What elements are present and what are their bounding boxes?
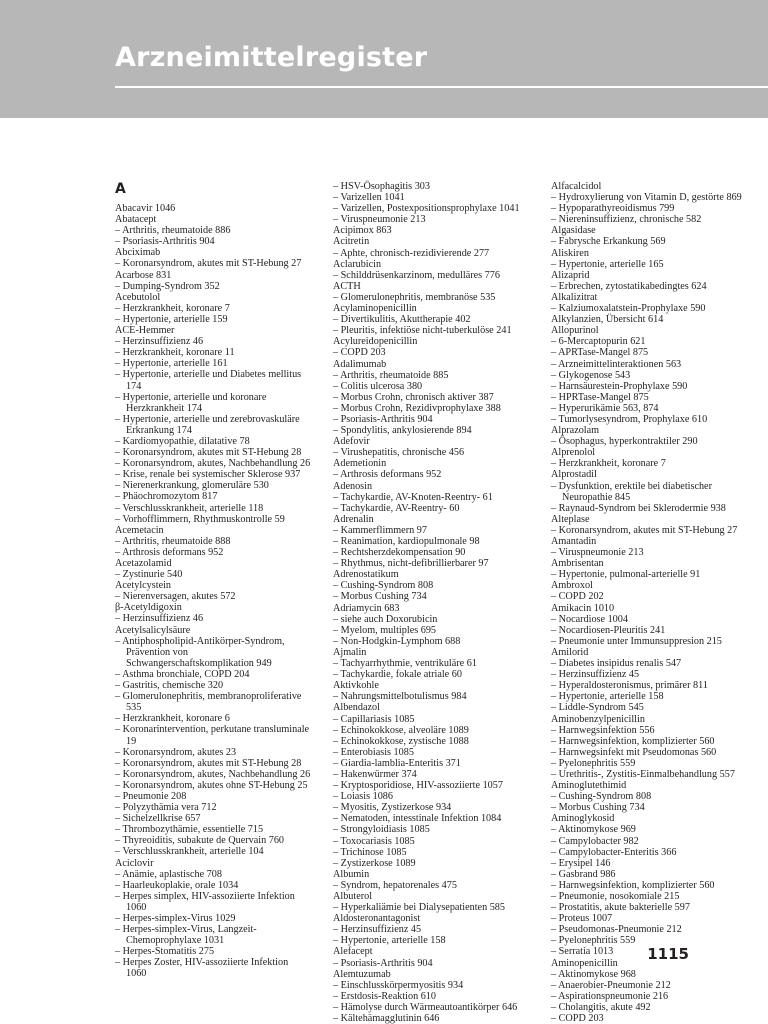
- page-number: 1115: [647, 945, 689, 963]
- index-subentry: – Polyzythämia vera 712: [115, 802, 217, 814]
- index-subentry: – Gasbrand 986: [551, 868, 616, 880]
- index-entry: Aminoglutethimid: [551, 780, 627, 792]
- index-subentry: – Colitis ulcerosa 380: [333, 380, 423, 392]
- index-entry: Amilorid: [551, 646, 589, 658]
- index-subentry: – Tachykardie, fokale atriale 60: [333, 669, 462, 681]
- index-subentry: – Verschlusskrankheit, arterielle 118: [115, 502, 264, 514]
- index-subentry: – Gastritis, chemische 320: [115, 680, 224, 692]
- index-entry: β-Acetyldigoxin: [115, 602, 182, 614]
- index-subentry: – Syndrom, hepatorenales 475: [333, 879, 457, 891]
- index-subentry: – Hypertonie, arterielle 158: [551, 691, 664, 703]
- index-subentry: – Koronarintervention, perkutane transluminale 19: [115, 724, 310, 747]
- index-subentry: – Nematoden, intesstinale Infektion 1084: [333, 813, 502, 825]
- index-subentry: – COPD 202: [551, 591, 604, 603]
- index-subentry: – Myositis, Zystizerkose 934: [333, 802, 452, 814]
- index-subentry: – Hyperkaliämie bei Dialysepatienten 585: [333, 902, 505, 914]
- index-subentry: – Hypertonie, arterielle 161: [115, 358, 228, 370]
- index-entry: Abatacept: [115, 214, 157, 226]
- index-subentry: – Pleuritis, infektiöse nicht-tuberkulöse 241: [333, 325, 512, 337]
- index-subentry: – Myelom, multiples 695: [333, 624, 437, 636]
- index-subentry: – Morbus Crohn, Rezidivprophylaxe 388: [333, 402, 501, 414]
- index-subentry: – Liddle-Syndrom 545: [551, 702, 644, 714]
- index-entry: Alfacalcidol: [551, 181, 602, 192]
- index-entry: Abacavir 1046: [115, 203, 176, 214]
- index-subentry: – Psoriasis-Arthritis 904: [333, 957, 433, 969]
- index-entry: Alteplase: [551, 513, 590, 525]
- index-subentry: – Rhythmus, nicht-defibrillierbarer 97: [333, 558, 489, 570]
- index-subentry: – Herpes-Stomatitis 275: [115, 946, 215, 958]
- index-subentry: – Nierenversagen, akutes 572: [115, 591, 236, 603]
- index-entry: Adrenalin: [333, 513, 374, 525]
- index-subentry: – Harnwegsinfektion, komplizierter 560: [551, 879, 715, 891]
- index-subentry: – Enterobiasis 1085: [333, 746, 414, 758]
- index-entry: Aldosteronantagonist: [333, 913, 421, 925]
- index-subentry: – Pseudomonas-Pneumonie 212: [551, 924, 682, 936]
- index-subentry: – Schilddrüsenkarzinom, medulläres 776: [333, 269, 500, 281]
- index-entry: Aminoglykosid: [551, 813, 615, 825]
- index-entry: Albuterol: [333, 891, 373, 902]
- index-subentry: – Non-Hodgkin-Lymphom 688: [333, 635, 461, 647]
- index-subentry: – Hydroxylierung von Vitamin D, gestörte 869: [551, 192, 742, 204]
- index-subentry: – Pyelonephritis 559: [551, 935, 636, 947]
- page-header: [0, 0, 768, 118]
- index-subentry: – Nocardiosen-Pleuritis 241: [551, 624, 666, 636]
- index-subentry: – Herzinsuffizienz 46: [115, 336, 204, 348]
- index-subentry: – Trichinose 1085: [333, 846, 407, 858]
- index-subentry: – Haarleukoplakie, orale 1034: [115, 879, 239, 891]
- index-subentry: – Asthma bronchiale, COPD 204: [115, 668, 250, 680]
- index-entry: Acebutolol: [115, 291, 161, 303]
- index-subentry: – Kammerflimmern 97: [333, 524, 427, 536]
- index-subentry: – Pneumonie, nosokomiale 215: [551, 891, 680, 902]
- index-entry: Adriamycin 683: [333, 602, 400, 614]
- index-subentry: – Hypertonie, arterielle 159: [115, 313, 228, 325]
- index-subentry: – Kardiomyopathie, dilatative 78: [115, 435, 250, 447]
- index-entry: Alkalizitrat: [551, 291, 598, 303]
- index-entry: Alprazolam: [551, 425, 600, 437]
- index-subentry: – Arzneimittelinteraktionen 563: [551, 358, 682, 370]
- index-subentry: – Koronarsyndrom, akutes mit ST-Hebung 28: [115, 447, 302, 459]
- index-subentry: – HSV-Ösophagitis 303: [333, 181, 430, 192]
- index-entry: Aliskiren: [551, 247, 589, 259]
- index-subentry: – Glykogenose 543: [551, 369, 631, 381]
- index-entry: Acarbose 831: [115, 269, 172, 281]
- index-subentry: – Harnsäurestein-Prophylaxe 590: [551, 380, 688, 392]
- index-entry: Acylaminopenicillin: [333, 303, 417, 315]
- index-entry: ACE-Hemmer: [115, 325, 175, 337]
- index-subentry: – Verschlusskrankheit, arterielle 104: [115, 846, 264, 858]
- index-subentry: – Hyperaldosteronismus, primärer 811: [551, 680, 708, 692]
- index-entry: Ademetionin: [333, 458, 387, 470]
- index-subentry: – Herzkrankheit, koronare 7: [115, 302, 230, 314]
- index-subentry: – Hypertonie, arterielle 165: [551, 258, 664, 270]
- index-entry: Amikacin 1010: [551, 602, 615, 614]
- index-subentry: – Anaerobier-Pneumonie 212: [551, 979, 671, 991]
- index-entry: Alefacept: [333, 946, 373, 958]
- index-entry: Alkylanzien, Übersicht 614: [551, 314, 664, 326]
- index-subentry: – Varizellen, Postexpositionsprophylaxe 1041: [333, 203, 520, 215]
- index-subentry: – Herzinsuffizienz 45: [551, 669, 640, 681]
- index-subentry: – Herpes Zoster, HIV-assoziierte Infektion 1060: [115, 957, 289, 980]
- index-subentry: – Herzkrankheit, koronare 7: [551, 458, 666, 470]
- index-subentry: – Vorhofflimmern, Rhythmuskontrolle 59: [115, 513, 285, 525]
- index-entry: Acetazolamid: [115, 558, 172, 569]
- index-subentry: – Koronarsyndrom, akutes, Nachbehandlung 26: [115, 458, 311, 470]
- index-subentry: – Thrombozythämie, essentielle 715: [115, 824, 264, 836]
- index-subentry: – Sichelzellkrise 657: [115, 813, 201, 825]
- index-column-3: [551, 181, 747, 1024]
- index-subentry: – Morbus Crohn, chronisch aktiver 387: [333, 391, 494, 403]
- index-subentry: – Hypertonie, pulmonal-arterielle 91: [551, 569, 701, 581]
- index-subentry: – APRTase-Mangel 875: [551, 347, 649, 359]
- index-subentry: – Aphte, chronisch-rezidivierende 277: [333, 247, 490, 259]
- index-subentry: – COPD 203: [551, 1013, 604, 1024]
- index-subentry: – siehe auch Doxorubicin: [333, 613, 438, 625]
- index-subentry: – Koronarsyndrom, akutes mit ST-Hebung 28: [115, 757, 302, 769]
- index-entry: Adrenostatikum: [333, 569, 399, 581]
- index-subentry: – Kältehämagglutinin 646: [333, 1013, 440, 1024]
- index-subentry: – Arthritis, rheumatoide 888: [115, 535, 231, 547]
- index-subentry: – Herpes-simplex-Virus 1029: [115, 913, 236, 924]
- index-subentry: – Psoriasis-Arthritis 904: [115, 236, 215, 248]
- index-subentry: – Cushing-Syndrom 808: [551, 791, 652, 803]
- index-subentry: – Proteus 1007: [551, 913, 613, 925]
- index-subentry: – Kalziumoxalatstein-Prophylaxe 590: [551, 303, 706, 315]
- index-subentry: – Erysipel 146: [551, 857, 611, 869]
- index-subentry: – Niereninsuffizienz, chronische 582: [551, 214, 702, 226]
- index-subentry: – Harnwegsinfektion 556: [551, 724, 655, 736]
- index-entry: Amantadin: [551, 536, 597, 547]
- index-entry: Ambroxol: [551, 580, 593, 592]
- index-subentry: – Hämolyse durch Wärmeautoantikörper 646: [333, 1001, 518, 1013]
- index-subentry: – Morbus Cushing 734: [551, 802, 645, 814]
- index-subentry: – Divertikulitis, Akuttherapie 402: [333, 314, 471, 326]
- index-subentry: – Dysfunktion, erektile bei diabetischer Neuropathie 845: [551, 480, 712, 503]
- index-subentry: – Hakenwürmer 374: [333, 768, 417, 780]
- index-subentry: – Zystizerkose 1089: [333, 857, 416, 869]
- index-entry: Acemetacin: [115, 524, 164, 536]
- index-entry: ACTH: [333, 280, 361, 292]
- index-entry: Algasidase: [551, 225, 596, 237]
- index-subentry: – Glomerulonephritis, membranöse 535: [333, 291, 496, 303]
- index-subentry: – Hypertonie, arterielle 158: [333, 935, 446, 947]
- index-entry: Acipimox 863: [333, 225, 392, 237]
- index-subentry: – Nocardiose 1004: [551, 613, 628, 625]
- index-subentry: – Pyelonephritis 559: [551, 757, 636, 769]
- index-subentry: – Raynaud-Syndrom bei Sklerodermie 938: [551, 502, 726, 514]
- index-subentry: – Varizellen 1041: [333, 192, 405, 204]
- index-subentry: – Capillariasis 1085: [333, 713, 415, 725]
- index-subentry: – Tachykardie, AV-Knoten-Reentry- 61: [333, 491, 493, 503]
- index-entry: Alprostadil: [551, 469, 597, 481]
- index-subentry: – Hypertonie, arterielle und koronare Herzkrankheit 174: [115, 391, 267, 414]
- index-subentry: – Herzkrankheit, koronare 11: [115, 347, 235, 359]
- index-entry: Aktivkohle: [333, 680, 379, 692]
- index-entry: Acetylcystein: [115, 580, 172, 592]
- index-subentry: – Koronarsyndrom, akutes mit ST-Hebung 27: [115, 258, 302, 270]
- index-subentry: – Giardia-lamblia-Enteritis 371: [333, 757, 461, 769]
- index-subentry: – Fabrysche Erkankung 569: [551, 236, 666, 248]
- index-subentry: – Harnwegsinfektion, komplizierter 560: [551, 735, 715, 747]
- index-entry: Aminobenzylpenicillin: [551, 713, 645, 725]
- index-subentry: – Antiphospholipid-Antikörper-Syndrom, Prävention von Schwangerschaftskomplikation 949: [115, 635, 285, 669]
- index-subentry: – Arthritis, rheumatoide 886: [115, 225, 231, 237]
- index-entry: Aminopenicillin: [551, 957, 618, 969]
- index-subentry: – Erstdosis-Reaktion 610: [333, 990, 436, 1002]
- index-entry: Acitretin: [333, 236, 370, 248]
- index-subentry: – Echinokokkose, alveoläre 1089: [333, 724, 469, 736]
- index-subentry: – 6-Mercaptopurin 621: [551, 336, 646, 348]
- index-subentry: – Echinokokkose, zystische 1088: [333, 735, 469, 747]
- index-subentry: – Arthrosis deformans 952: [115, 546, 224, 558]
- index-entry: Adalimumab: [333, 358, 387, 370]
- index-subentry: – Zystinurie 540: [115, 569, 183, 581]
- index-entry: Allopurinol: [551, 325, 599, 337]
- index-subentry: – Koronarsyndrom, akutes mit ST-Hebung 27: [551, 524, 738, 536]
- index-subentry: – Ösophagus, hyperkontraktiler 290: [551, 436, 698, 448]
- index-column-2: [333, 181, 529, 1024]
- index-subentry: – Glomerulonephritis, membranoproliferative 535: [115, 691, 302, 714]
- index-entry: Albendazol: [333, 702, 380, 714]
- index-subentry: – Hyperurikämie 563, 874: [551, 402, 659, 414]
- index-subentry: – Herzinsuffizienz 45: [333, 924, 422, 936]
- index-entry: Acylureidopenicillin: [333, 336, 418, 348]
- index-subentry: – Arthritis, rheumatoide 885: [333, 369, 449, 381]
- index-entry: Adefovir: [333, 436, 370, 448]
- index-subentry: – Viruspneumonie 213: [551, 547, 644, 559]
- page-title: Arzneimittelregister: [115, 42, 428, 73]
- index-entry: Alprenolol: [551, 447, 596, 459]
- index-subentry: – Krise, renale bei systemischer Sklerose 937: [115, 469, 301, 481]
- index-subentry: – Campylobacter-Enteritis 366: [551, 846, 677, 858]
- index-entry: Aciclovir: [115, 857, 154, 869]
- index-subentry: – HPRTase-Mangel 875: [551, 391, 649, 403]
- index-subentry: – Pneumonie 208: [115, 790, 187, 802]
- index-entry: Abciximab: [115, 247, 161, 259]
- index-subentry: – Spondylitis, ankylosierende 894: [333, 425, 472, 437]
- index-subentry: – Herzkrankheit, koronare 6: [115, 713, 230, 725]
- index-subentry: – Viruspneumonie 213: [333, 214, 426, 226]
- index-subentry: – Rechtsherzdekompensation 90: [333, 547, 466, 559]
- index-subentry: – Morbus Cushing 734: [333, 591, 427, 603]
- index-subentry: – Nahrungsmittelbotulismus 984: [333, 691, 467, 703]
- index-subentry: – Aktinomykose 969: [551, 824, 636, 836]
- index-subentry: – Harnwegsinfekt mit Pseudomonas 560: [551, 746, 717, 758]
- index-entry: Alemtuzumab: [333, 968, 391, 980]
- index-subentry: – Prostatitis, akute bakterielle 597: [551, 902, 690, 914]
- index-entry: Ambrisentan: [551, 558, 604, 570]
- index-subentry: – Hypertonie, arterielle und Diabetes mellitus 174: [115, 369, 302, 392]
- index-subentry: – Herzinsuffizienz 46: [115, 613, 204, 625]
- index-entry: Ajmalin: [333, 646, 367, 658]
- index-subentry: – Virushepatitis, chronische 456: [333, 447, 465, 459]
- index-subentry: – Campylobacter 982: [551, 835, 639, 847]
- index-subentry: – Tumorlysesyndrom, Prophylaxe 610: [551, 413, 708, 425]
- index-subentry: – Serratia 1013: [551, 946, 614, 958]
- index-subentry: – Tachykardie, AV-Reentry- 60: [333, 502, 460, 514]
- index-subentry: – Koronarsyndrom, akutes 23: [115, 746, 237, 758]
- index-entry: Acetylsalicylsäure: [115, 624, 191, 636]
- index-subentry: – Reanimation, kardiopulmonale 98: [333, 536, 480, 547]
- index-entry: Adenosin: [333, 480, 373, 492]
- index-subentry: – Diabetes insipidus renalis 547: [551, 658, 682, 670]
- index-entry: Aclarubicin: [333, 258, 382, 270]
- index-subentry: – Hypoparathyreoidismus 799: [551, 203, 675, 215]
- index-entry: Albumin: [333, 868, 370, 880]
- index-subentry: – Strongyloidiasis 1085: [333, 824, 430, 836]
- header-rule: [115, 86, 768, 88]
- index-subentry: – Erbrechen, zytostatikabedingtes 624: [551, 280, 707, 292]
- index-subentry: – Einschlusskörpermyositis 934: [333, 979, 464, 991]
- index-subentry: – Psoriasis-Arthritis 904: [333, 413, 433, 425]
- section-letter: A: [115, 181, 126, 197]
- index-subentry: – Herpes-simplex-Virus, Langzeit-Chemoprophylaxe 1031: [115, 924, 257, 947]
- index-subentry: – COPD 203: [333, 347, 386, 359]
- index-subentry: – Dumping-Syndrom 352: [115, 280, 220, 292]
- index-subentry: – Hypertonie, arterielle und zerebrovaskuläre Erkrankung 174: [115, 413, 300, 436]
- index-subentry: – Phäochromozytom 817: [115, 491, 218, 503]
- index-column-1: [115, 181, 311, 980]
- index-subentry: – Loiasis 1086: [333, 791, 393, 803]
- index-subentry: – Pneumonie unter Immunsuppresion 215: [551, 635, 722, 647]
- index-subentry: – Thyreoiditis, subakute de Quervain 760: [115, 835, 285, 847]
- index-subentry: – Cholangitis, akute 492: [551, 1001, 651, 1013]
- index-subentry: – Arthrosis deformans 952: [333, 469, 442, 481]
- index-subentry: – Kryptosporidiose, HIV-assoziierte 1057: [333, 780, 503, 792]
- index-subentry: – Tachyarrhythmie, ventrikuläre 61: [333, 658, 477, 670]
- index-entry: Alizaprid: [551, 269, 590, 281]
- index-subentry: – Aspirationspneumonie 216: [551, 990, 669, 1002]
- index-subentry: – Koronarsyndrom, akutes ohne ST-Hebung 25: [115, 779, 308, 791]
- index-subentry: – Herpes simplex, HIV-assoziierte Infektion 1060: [115, 890, 295, 913]
- index-subentry: – Cushing-Syndrom 808: [333, 580, 434, 592]
- index-subentry: – Urethritis-, Zystitis-Einmalbehandlung 557: [551, 768, 735, 780]
- index-subentry: – Aktinomykose 968: [551, 968, 636, 980]
- index-subentry: – Toxocariasis 1085: [333, 835, 415, 847]
- index-subentry: – Nierenerkrankung, glomeruläre 530: [115, 480, 269, 492]
- index-subentry: – Anämie, aplastische 708: [115, 868, 222, 880]
- index-subentry: – Koronarsyndrom, akutes, Nachbehandlung 26: [115, 768, 311, 780]
